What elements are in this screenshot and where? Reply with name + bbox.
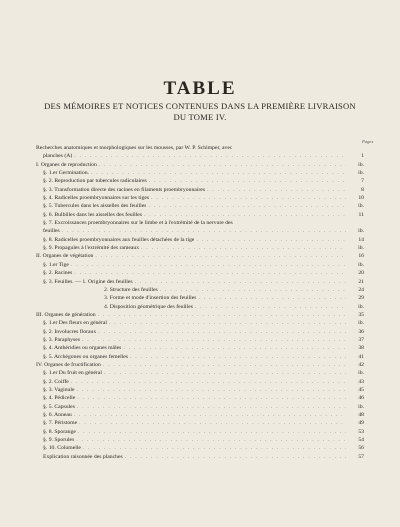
toc-row: [36, 403, 364, 411]
toc-row: [36, 252, 364, 260]
toc-entry-page: ib.: [358, 320, 364, 327]
toc-entry-label: §. 8. Sporange: [43, 428, 76, 435]
toc-entry-label: I. Organes de reproduction: [36, 161, 97, 168]
toc-row: [36, 161, 364, 169]
dot-leader: [123, 344, 346, 352]
toc-row: [36, 369, 364, 377]
dot-leader: [74, 152, 346, 160]
dot-leader: [71, 378, 346, 386]
toc-entry-page: ib.: [358, 161, 364, 168]
toc-row: [36, 202, 364, 210]
toc-entry-page: 56: [358, 445, 364, 452]
toc-entry-page: ib.: [358, 203, 364, 210]
toc-row: [36, 394, 364, 402]
toc-row: [36, 303, 364, 311]
toc-entry-page: 45: [358, 386, 364, 393]
toc-entry-page: 24: [358, 286, 364, 293]
dot-leader: [99, 161, 346, 169]
toc-entry-label: 2. Structure des feuilles: [104, 286, 158, 293]
toc-entry-label: §. 4. Pédicelle: [43, 395, 76, 402]
dot-leader: [83, 444, 346, 452]
toc-entry-label: §. 5. Tubercules dans les aisselles des feuilles: [43, 203, 147, 210]
toc-row: [36, 344, 364, 352]
toc-row: [36, 436, 364, 444]
dot-leader: [104, 369, 346, 377]
toc-entry-page: 41: [358, 353, 364, 360]
toc-entry-label: §. 5. Capsules: [43, 403, 75, 410]
toc-entry-label: §. 3. Paraphyses: [43, 336, 80, 343]
toc-entry-label: §. 1.er Du fruit en général: [43, 370, 102, 377]
toc-row: [36, 353, 364, 361]
toc-entry-page: 14: [358, 236, 364, 243]
toc-row: [36, 378, 364, 386]
toc-entry-label: III. Organes de génération: [36, 311, 96, 318]
dot-leader: [95, 252, 346, 260]
toc-entry-page: 10: [358, 195, 364, 202]
dot-leader: [77, 394, 346, 402]
toc-entry-page: 42: [358, 361, 364, 368]
toc-entry-label: §. 3. Vaginule: [43, 386, 75, 393]
dot-leader: [98, 328, 346, 336]
dot-leader: [71, 261, 346, 269]
toc-row: [36, 278, 364, 286]
dot-leader: [79, 419, 346, 427]
toc-row: [36, 219, 364, 227]
page-title: TABLE: [163, 78, 237, 99]
toc-row: [36, 244, 364, 252]
dot-leader: [135, 278, 346, 286]
toc-entry-label: §. 2. Involucres floraux: [43, 328, 97, 335]
toc-row: [36, 444, 364, 452]
toc-entry-label: §. 3. Feuilles. — 1. Origine des feuilles: [43, 278, 133, 285]
toc-entry-page: 16: [358, 253, 364, 260]
dot-leader: [74, 411, 346, 419]
toc-entry-page: ib.: [358, 245, 364, 252]
toc-row: [36, 227, 364, 235]
dot-leader: [141, 244, 346, 252]
toc-entry-page: 53: [358, 428, 364, 435]
dot-leader: [144, 211, 346, 219]
toc-entry-page: 37: [358, 336, 364, 343]
toc-entry-label: §. 7. Péristome: [43, 420, 78, 427]
toc-entry-label: IV. Organes de fructification: [36, 361, 101, 368]
toc-entry-page: 48: [358, 412, 364, 418]
toc-row: [36, 453, 364, 461]
dot-leader: [149, 177, 346, 185]
dot-leader: [130, 353, 346, 361]
toc-row: [36, 286, 364, 294]
dot-leader: [103, 361, 346, 369]
toc-entry-page: 35: [358, 311, 364, 318]
toc-entry-label: §. 5. Archégones ou organes femelles: [43, 353, 129, 360]
dot-leader: [109, 319, 346, 327]
toc-row: [36, 411, 364, 419]
toc-entry-label: §. 4. Anthéridies ou organes mâles: [43, 345, 122, 352]
toc-entry-label: Recherches anatomiques et morphologiques sur les mousses, par W. P. Schimper, avec: [36, 145, 233, 151]
toc-entry-page: ib.: [358, 261, 364, 268]
toc-entry-page: 38: [358, 345, 364, 352]
toc-entry-label: §. 7. Excroissances proembryonnaires sur le limbe et à l'extrémité de la nervure des: [43, 220, 233, 227]
dot-leader: [151, 194, 346, 202]
toc-entry-label: §. 9. Sporules: [43, 437, 75, 444]
toc-entry-page: 57: [358, 453, 364, 460]
toc-entry-label: §. 2. Coiffe: [43, 378, 69, 385]
dot-leader: [160, 286, 346, 294]
dot-leader: [98, 311, 346, 319]
toc-entry-label: §. 8. Radicelles proembryonnaires aux feuilles détachées de la tige: [43, 236, 195, 243]
toc-row: [36, 194, 364, 202]
toc-entry-page: 7: [361, 178, 364, 185]
toc-entry-page: 49: [358, 420, 364, 427]
dot-leader: [148, 202, 346, 210]
toc-entry-label: planches (A): [43, 153, 73, 160]
dot-leader: [77, 403, 346, 411]
dot-leader: [76, 436, 346, 444]
toc-entry-page: 43: [358, 378, 364, 385]
toc-entry-page: 54: [358, 437, 364, 444]
dot-leader: [91, 169, 346, 177]
toc-row: [36, 386, 364, 394]
toc-row: [36, 361, 364, 369]
toc-row: [36, 144, 364, 152]
dot-leader: [78, 428, 346, 436]
subtitle-line-2: DU TOME IV.: [173, 112, 227, 122]
dot-leader: [195, 303, 346, 311]
dot-leader: [125, 453, 346, 461]
toc-entry-label: II. Organes de végétation: [36, 253, 94, 260]
toc-entry-label: Explication raisonnée des planches: [43, 453, 123, 460]
toc-entry-label: §. 6. Anneau: [43, 412, 72, 418]
toc-entry-page: ib.: [358, 303, 364, 310]
dot-leader: [207, 186, 346, 194]
toc-row: [36, 211, 364, 219]
toc-entry-page: ib.: [358, 170, 364, 177]
dot-leader: [62, 227, 346, 235]
toc-entry-label: §. 1.er Germination.: [43, 170, 89, 177]
toc-row: [36, 236, 364, 244]
toc-row: [36, 336, 364, 344]
toc-entry-page: 29: [358, 295, 364, 302]
toc-row: [36, 152, 364, 160]
toc-row: [36, 177, 364, 185]
toc-entry-label: §. 2. Reproduction par tubercules radiculaires: [43, 178, 147, 185]
page-subtitle: [0, 101, 400, 123]
dot-leader: [196, 236, 346, 244]
toc-entry-label: 4. Disposition géométrique des feuilles: [104, 303, 193, 310]
toc-entry-label: §. 1.er Tige: [43, 261, 69, 268]
pages-column-header: Pages: [362, 139, 374, 144]
toc-entry-page: 8: [361, 186, 364, 193]
toc-row: [36, 186, 364, 194]
toc-row: [36, 328, 364, 336]
toc-row: [36, 419, 364, 427]
toc-entry-label: feuilles: [43, 228, 60, 235]
toc-row: [36, 311, 364, 319]
toc-entry-label: §. 10. Columelle: [43, 445, 81, 452]
dot-leader: [82, 336, 346, 344]
dot-leader: [77, 386, 347, 394]
subtitle-line-1: DES MÉMOIRES ET NOTICES CONTENUES DANS LA PREMIÈRE LIVRAISON: [44, 101, 356, 111]
toc-entry-label: §. 6. Bulbilles dans les aisselles des feuilles: [43, 211, 143, 218]
toc-entry-page: ib.: [358, 228, 364, 235]
toc-row: [36, 294, 364, 302]
toc-row: [36, 319, 364, 327]
toc-entry-page: 36: [358, 328, 364, 335]
toc-row: [36, 169, 364, 177]
toc-entry-page: ib.: [358, 403, 364, 410]
toc-entry-page: 11: [358, 211, 364, 218]
toc-entry-label: §. 2. Racines: [43, 270, 73, 277]
toc-entry-label: §. 9. Propagules à l'extrémité des rameaux: [43, 245, 140, 252]
toc-entry-page: 21: [358, 278, 364, 285]
toc-entry-label: 3. Forme et mode d'insertion des feuilles: [104, 295, 197, 302]
dot-leader: [198, 294, 346, 302]
table-of-contents: [36, 144, 364, 461]
toc-entry-page: ib.: [358, 370, 364, 377]
dot-leader: [74, 269, 346, 277]
toc-row: [36, 428, 364, 436]
toc-entry-label: §. 3. Transformation directe des racines en filaments proembryonnaires: [43, 186, 206, 193]
toc-entry-page: 1: [361, 153, 364, 160]
toc-row: [36, 269, 364, 277]
toc-entry-label: §. 1.er Des fleurs en général: [43, 320, 107, 327]
toc-row: [36, 261, 364, 269]
toc-entry-label: §. 4. Radicelles proembryonnaires sur les tiges: [43, 195, 150, 202]
toc-entry-page: 20: [358, 270, 364, 277]
toc-entry-page: 46: [358, 395, 364, 402]
